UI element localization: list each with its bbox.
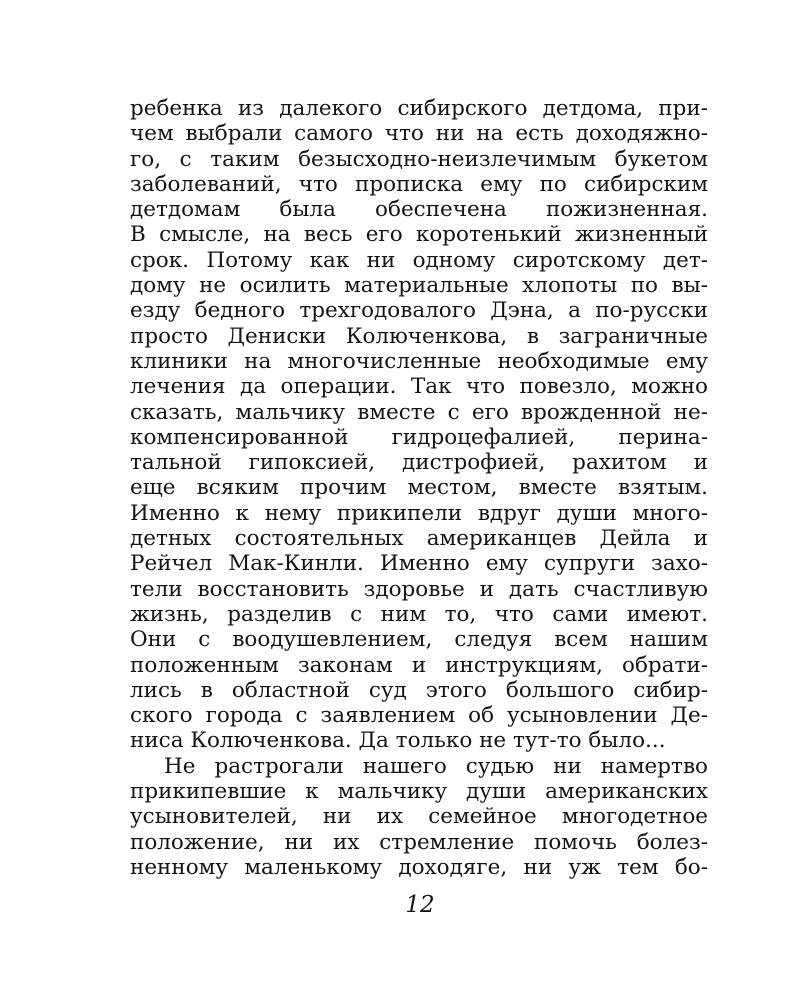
- text-line-indented: Не растрогали нашего судью ни намертво: [164, 753, 708, 779]
- text-line: клиники на многочисленные необходимые ему: [130, 348, 708, 374]
- text-line: лись в областной суд этого большого сибир-: [130, 677, 708, 703]
- text-line: заболеваний, что прописка ему по сибирским: [130, 171, 708, 197]
- text-line: положенным законам и инструкциям, обрати-: [130, 652, 708, 678]
- text-line: просто Дениски Колюченкова, в заграничные: [130, 323, 708, 349]
- text-line: го, с таким безысходно-неизлечимым букетом: [130, 146, 708, 172]
- text-line: ского города с заявлением об усыновлении Де-: [130, 703, 708, 729]
- text-line: прикипевшие к мальчику души американских: [130, 779, 708, 805]
- text-line: положение, ни их стремление помочь болез-: [130, 829, 708, 855]
- text-line: тальной гипоксией, дистрофией, рахитом и: [130, 450, 708, 476]
- text-line: Они с воодушевлением, следуя всем нашим: [130, 627, 708, 653]
- text-line: детных состоятельных американцев Дейла и: [130, 526, 708, 552]
- text-line: езду бедного трехгодовалого Дэна, а по-русски: [130, 298, 708, 324]
- text-line: срок. Потому как ни одному сиротскому дет-: [130, 247, 708, 273]
- body-text: [130, 96, 708, 880]
- text-line: сказать, мальчику вместе с его врожденной не-: [130, 399, 708, 425]
- text-line: ребенка из далекого сибирского детдома, при-: [130, 96, 708, 121]
- text-line: лечения да операции. Так что повезло, можно: [130, 374, 708, 400]
- text-line: жизнь, разделив с ним то, что сами имеют.: [130, 601, 708, 627]
- text-line: чем выбрали самого что ни на есть доходяжно-: [130, 121, 708, 147]
- text-line: В смысле, на весь его коротенький жизненный: [130, 222, 708, 248]
- page-number: 12: [405, 892, 435, 918]
- text-line: ниса Колюченкова. Да только не тут-то было...: [130, 728, 666, 754]
- text-line: детдомам была обеспечена пожизненная.: [130, 197, 708, 223]
- text-line: еще всяким прочим местом, вместе взятым.: [130, 475, 708, 501]
- text-line: усыновителей, ни их семейное многодетное: [130, 804, 708, 830]
- text-line: дому не осилить материальные хлопоты по вы-: [130, 273, 708, 299]
- text-line: ненному маленькому доходяге, ни уж тем бо-: [130, 854, 708, 880]
- text-line: тели восстановить здоровье и дать счастливую: [130, 576, 708, 602]
- text-line: Рейчел Мак-Кинли. Именно ему супруги захо-: [130, 551, 708, 577]
- text-line: компенсированной гидроцефалией, перина-: [130, 424, 708, 450]
- text-line: Именно к нему прикипели вдруг души много-: [130, 500, 708, 526]
